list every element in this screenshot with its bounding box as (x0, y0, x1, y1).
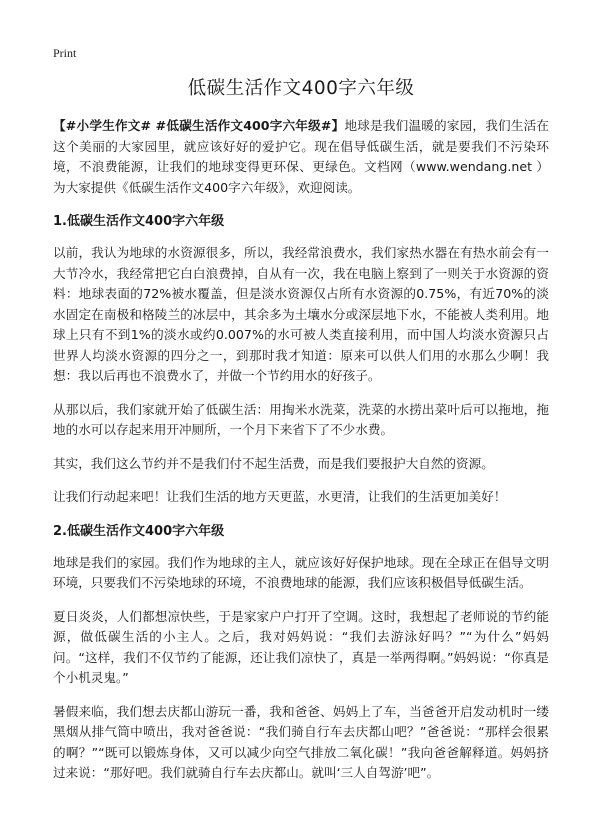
section-1-paragraph-1: 以前，我认为地球的水资源很多，所以，我经常浪费水，我们家热水器在有热水前会有一大节冷水，我经常把它白白浪费掉，自从有一次，我在电脑上察到了一则关于水资源的资料：地球表面的72%被水覆盖，但是淡水资源仅占所有水资源的0.75%，有近70%的淡水固定在南极和格陵兰的冰层中，其余多为土壤水分或深层地下水，不能被人类利用。地球上只有不到1%的淡水或约0.007%的水可被人类直接利用，而中国人均淡水资源只占世界人均淡水资源的四分之一，到那时我才知道：原来可以供人们用的水那么少啊！我想：我以后再也不浪费水了，并做一个节约用水的好孩子。 (53, 245, 549, 383)
section-2-paragraph-1: 地球是我们的家园。我们作为地球的主人，就应该好好保护地球。现在全球正在倡导文明环境，只要我们不污染地球的环境，不浪费地球的能源，我们应该积极倡导低碳生活。 (53, 554, 549, 590)
intro-paragraph (53, 116, 549, 198)
section-1-paragraph-4: 让我们行动起来吧！让我们生活的地方天更蓝，水更清，让我们的生活更加美好！ (53, 489, 507, 504)
section-2-paragraph-2: 夏日炎炎，人们都想凉快些，于是家家户户打开了空调。这时，我想起了老师说的节约能源，做低碳生活的小主人。之后，我对妈妈说：“我们去游泳好吗？”“为什么”妈妈问。“这样，我们不仅节约了能源，还让我们凉快了，真是一举两得啊。”妈妈说：“你真是个小机灵鬼。” (53, 608, 549, 685)
intro-tags: 【#小学生作文# #低碳生活作文400字六年级#】 (53, 118, 345, 133)
page-title: 低碳生活作文400字六年级 (187, 78, 415, 99)
intro-text: 地球是我们温暖的家园，我们生活在这个美丽的大家园里，就应该好好的爱护它。现在倡导低碳生活，就是要我们不污染环境，不浪费能源，让我们的地球变得更环保、更绿色。文档网（www.wendang.net ）为大家提供《低碳生活作文400字六年级》，欢迎阅读。 (53, 118, 549, 195)
section-2-heading: 2.低碳生活作文400字六年级 (53, 523, 225, 539)
section-1-paragraph-2: 从那以后，我们家就开始了低碳生活：用掏米水洗菜，洗菜的水捞出菜叶后可以拖地，拖地的水可以存起来用开冲厕所，一个月下来省下了不少水费。 (53, 401, 549, 437)
section-2-paragraph-3: 暑假来临，我们想去庆都山游玩一番，我和爸爸、妈妈上了车，当爸爸开启发动机时一缕黑烟从排气筒中喷出，我对爸爸说：“我们骑自行车去庆都山吧？”爸爸说：“那样会很累的啊？”“既可以锻炼身体，又可以减少向空气排放二氧化碳！”我向爸爸解释道。妈妈挤过来说：“那好吧。我们就骑自行车去庆都山。就叫‘三人自驾游’吧”。 (53, 703, 549, 780)
section-1-heading: 1.低碳生活作文400字六年级 (53, 214, 225, 229)
print-link[interactable]: Print (53, 46, 77, 60)
document-body (53, 76, 549, 784)
section-1-paragraph-3: 其实，我们这么节约并不是我们付不起生活费，而是我们要报护大自然的资源。 (53, 455, 494, 471)
